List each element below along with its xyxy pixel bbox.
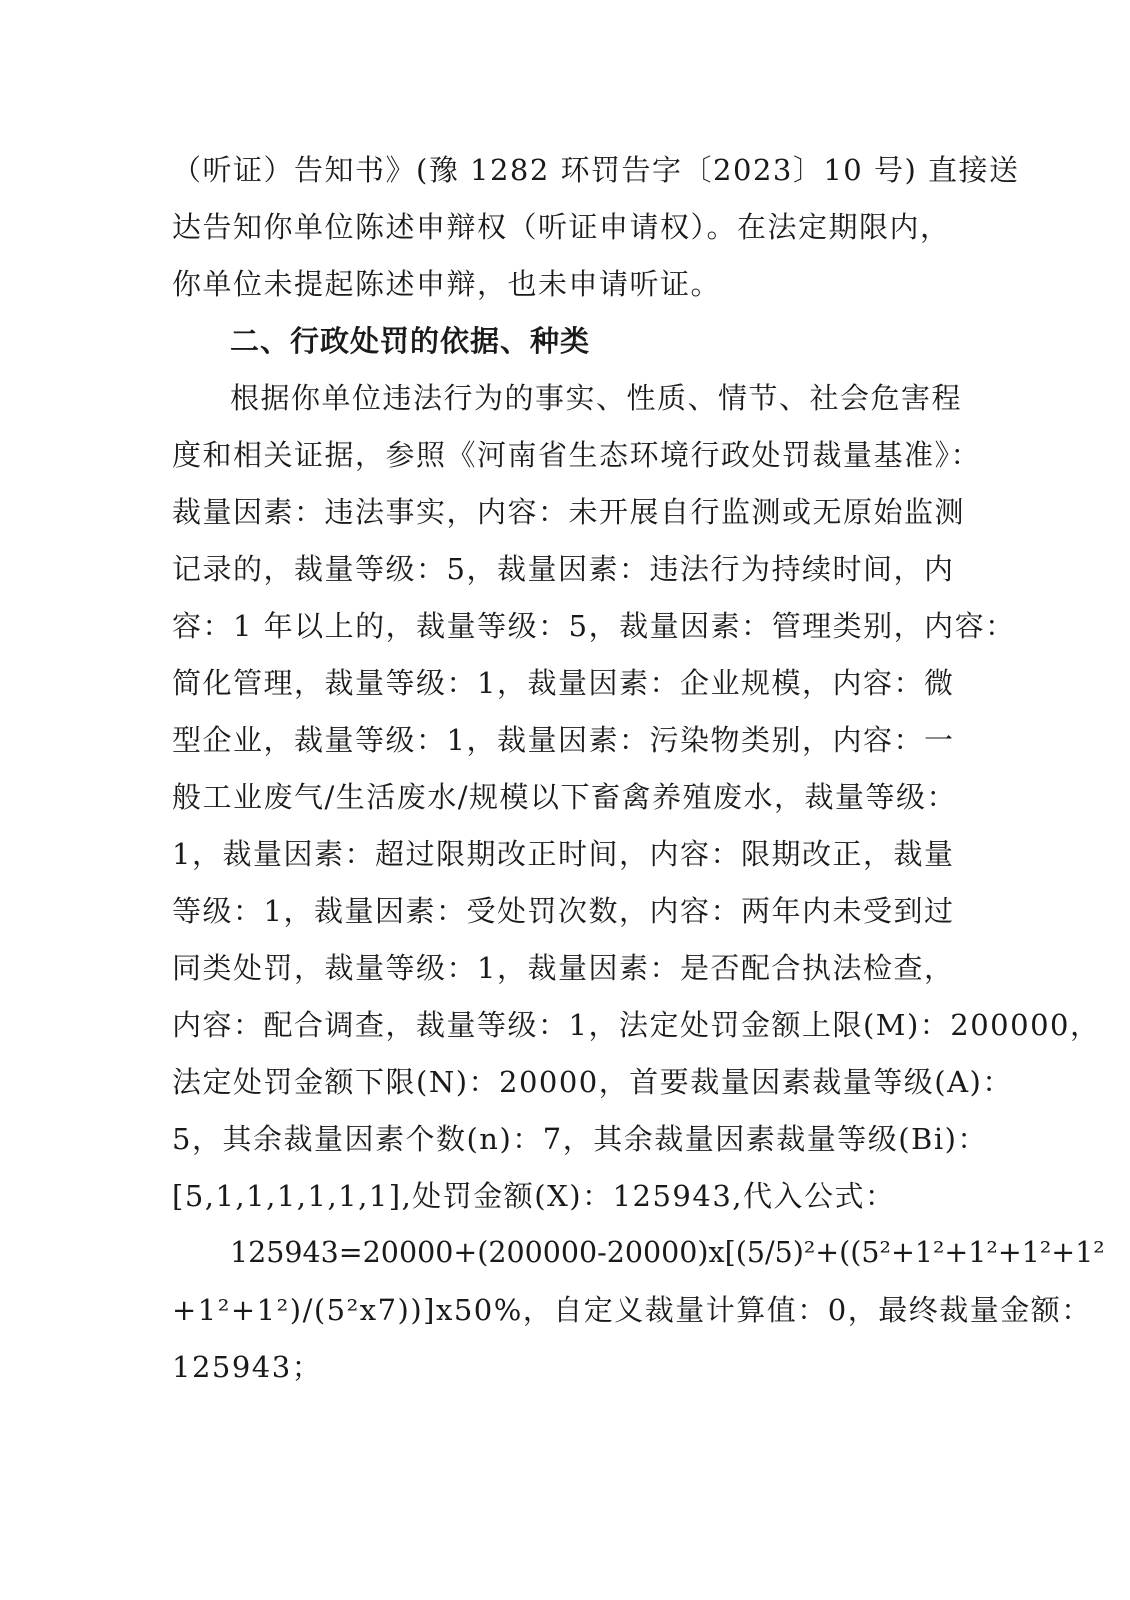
paragraph-line: 记录的，裁量等级：5，裁量因素：违法行为持续时间，内 bbox=[172, 552, 955, 586]
paragraph-line: 等级：1，裁量因素：受处罚次数，内容：两年内未受到过 bbox=[172, 894, 955, 928]
paragraph-line: 简化管理，裁量等级：1，裁量因素：企业规模，内容：微 bbox=[172, 666, 955, 700]
paragraph-line: 5，其余裁量因素个数(n)：7，其余裁量因素裁量等级(Bi)： bbox=[172, 1122, 988, 1156]
paragraph-line: （听证）告知书》(豫 1282 环罚告字〔2023〕10 号) 直接送 bbox=[172, 153, 1020, 187]
formula-line: +1²+1²)/(5²x7))]x50%，自定义裁量计算值：0，最终裁量金额： bbox=[172, 1293, 1092, 1327]
paragraph-line: 同类处罚，裁量等级：1，裁量因素：是否配合执法检查， bbox=[172, 951, 955, 985]
paragraph-line: 内容：配合调查，裁量等级：1，法定处罚金额上限(M)：200000， bbox=[172, 1008, 1101, 1042]
paragraph-line: 125943； bbox=[172, 1350, 323, 1384]
section-heading: 二、行政处罚的依据、种类 bbox=[230, 324, 591, 358]
paragraph-line: 达告知你单位陈述申辩权（听证申请权）。在法定期限内， bbox=[172, 210, 951, 244]
paragraph-line: 你单位未提起陈述申辩，也未申请听证。 bbox=[172, 267, 722, 301]
paragraph-line: 般工业废气/生活废水/规模以下畜禽养殖废水，裁量等级： bbox=[172, 780, 958, 814]
paragraph-line: [5,1,1,1,1,1,1],处罚金额(X)：125943,代入公式： bbox=[172, 1179, 896, 1213]
formula-line: 125943=20000+(200000-20000)x[(5/5)²+((5²+1²+1²+1²+1² bbox=[230, 1236, 1105, 1269]
paragraph-line: 1，裁量因素：超过限期改正时间，内容：限期改正，裁量 bbox=[172, 837, 955, 871]
paragraph-line: 法定处罚金额下限(N)：20000，首要裁量因素裁量等级(A)： bbox=[172, 1065, 1013, 1099]
paragraph-line: 裁量因素：违法事实，内容：未开展自行监测或无原始监测 bbox=[172, 495, 966, 529]
paragraph-line: 容：1 年以上的，裁量等级：5，裁量因素：管理类别，内容： bbox=[172, 609, 1016, 643]
paragraph-line: 根据你单位违法行为的事实、性质、情节、社会危害程 bbox=[230, 381, 963, 415]
paragraph-line: 度和相关证据，参照《河南省生态环境行政处罚裁量基准》： bbox=[172, 438, 982, 472]
paragraph-line: 型企业，裁量等级：1，裁量因素：污染物类别，内容：一 bbox=[172, 723, 955, 757]
